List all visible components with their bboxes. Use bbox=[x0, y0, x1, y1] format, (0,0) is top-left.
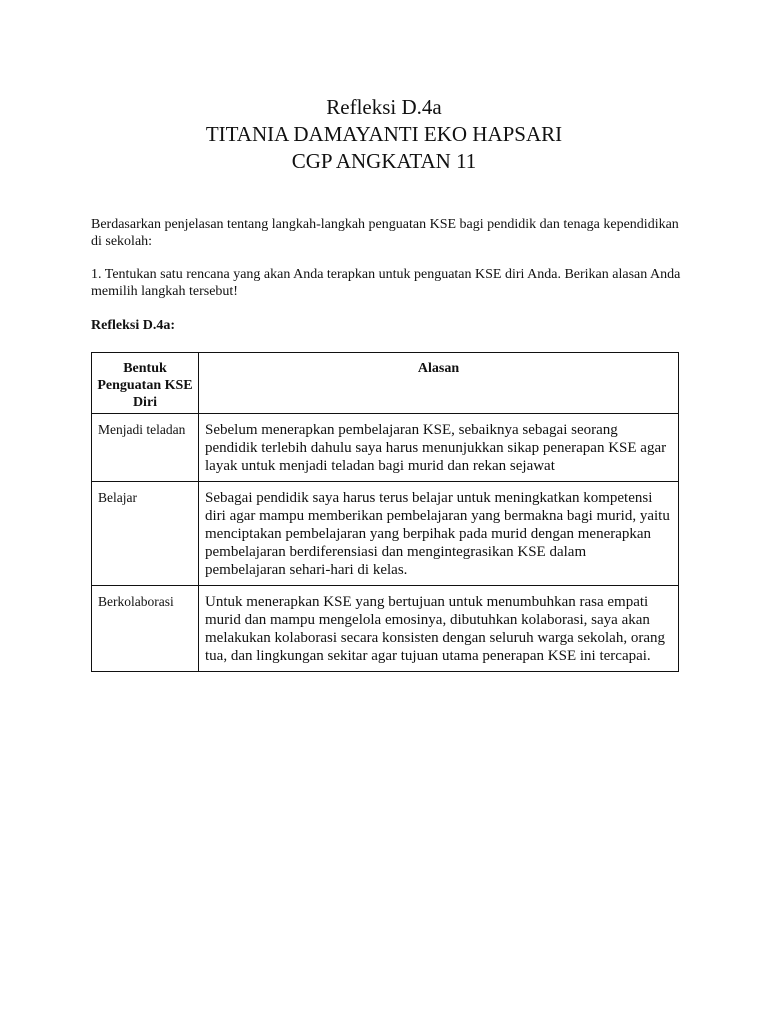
bentuk-text: Belajar bbox=[98, 490, 137, 505]
bentuk-cell bbox=[92, 586, 199, 672]
question-paragraph: 1. Tentukan satu rencana yang akan Anda terapkan untuk penguatan KSE diri Anda. Berikan alasan Anda memilih langkah tersebut! bbox=[91, 267, 681, 299]
column-header-bentuk-label: Bentuk Penguatan KSE Diri bbox=[97, 361, 193, 410]
table-row bbox=[92, 586, 679, 672]
alasan-text: Sebagai pendidik saya harus terus belajar untuk meningkatkan kompetensi diri agar mampu memberikan pembelajaran yang bermakna bagi murid, yaitu menciptakan pembelajaran yang berpihak pada murid dengan menerapkan pembelajaran berdiferensiasi dan mengintegrasikan KSE dalam pembelajaran sehari-hari di kelas. bbox=[205, 490, 670, 578]
reflection-subheading: Refleksi D.4a: bbox=[91, 318, 175, 333]
alasan-cell bbox=[199, 482, 679, 586]
cohort-label: CGP ANGKATAN 11 bbox=[291, 149, 477, 173]
document-title-block bbox=[0, 94, 768, 175]
bentuk-cell bbox=[92, 482, 199, 586]
author-name: TITANIA DAMAYANTI EKO HAPSARI bbox=[205, 122, 563, 146]
bentuk-cell bbox=[92, 414, 199, 482]
bentuk-text: Berkolaborasi bbox=[98, 594, 174, 609]
table-header-row bbox=[92, 353, 679, 414]
document-title: Refleksi D.4a bbox=[326, 95, 442, 119]
column-header-alasan-label: Alasan bbox=[417, 361, 460, 376]
alasan-cell bbox=[199, 414, 679, 482]
column-header-alasan bbox=[199, 353, 679, 414]
intro-paragraph: Berdasarkan penjelasan tentang langkah-langkah penguatan KSE bagi pendidik dan tenaga kependidikan di sekolah: bbox=[91, 217, 679, 249]
table-row bbox=[92, 414, 679, 482]
column-header-bentuk bbox=[92, 353, 199, 414]
alasan-text: Sebelum menerapkan pembelajaran KSE, sebaiknya sebagai seorang pendidik terlebih dahulu saya harus menunjukkan sikap penerapan KSE agar layak untuk menjadi teladan bagi murid dan rekan sejawat bbox=[205, 422, 667, 474]
alasan-cell bbox=[199, 586, 679, 672]
table-row bbox=[92, 482, 679, 586]
bentuk-text: Menjadi teladan bbox=[98, 422, 186, 437]
alasan-text: Untuk menerapkan KSE yang bertujuan untuk menumbuhkan rasa empati murid dan mampu mengelola emosinya, dibutuhkan kolaborasi, saya akan melakukan kolaborasi secara konsisten dengan seluruh warga sekolah, orang tua, dan lingkungan sekitar agar tujuan utama penerapan KSE ini tercapai. bbox=[205, 594, 665, 664]
reflection-table bbox=[91, 352, 679, 672]
